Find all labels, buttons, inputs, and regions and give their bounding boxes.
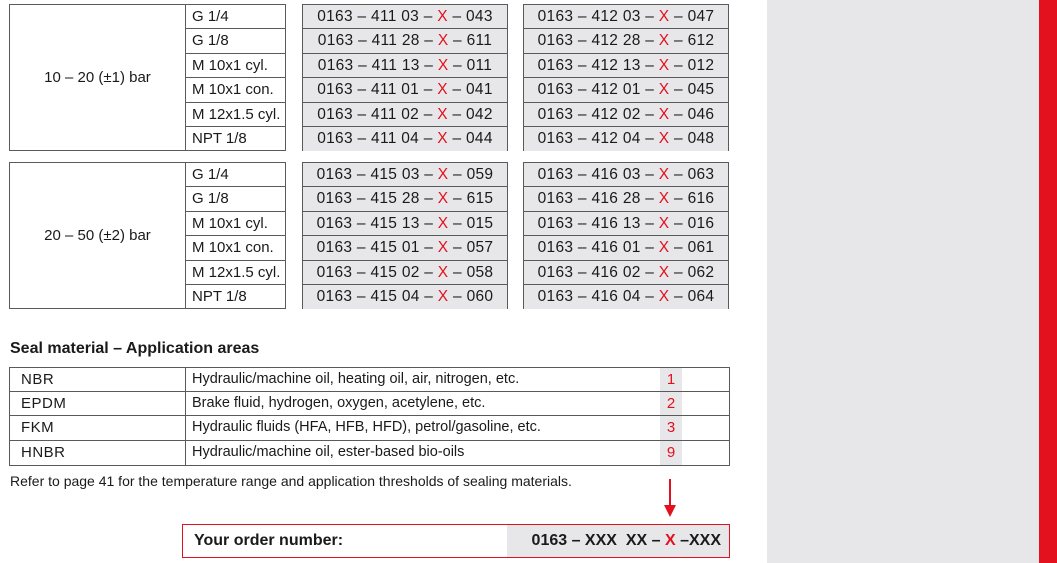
thread-cell: G 1/4	[186, 5, 285, 29]
thread-cell: G 1/8	[186, 187, 285, 211]
pressure-range-cell	[9, 162, 186, 309]
order-code-cell: 0163 – 415 01 – X – 057	[303, 236, 507, 260]
thread-cell: M 12x1.5 cyl.	[186, 261, 285, 285]
order-code-cell: 0163 – 412 02 – X – 046	[524, 103, 728, 127]
seal-name: EPDM	[10, 392, 186, 415]
seal-description: Hydraulic/machine oil, ester-based bio-oils	[192, 443, 465, 460]
order-number-box	[182, 524, 730, 558]
order-number-value: 0163 – XXX XX – X –XXX	[507, 525, 729, 557]
thread-column	[185, 4, 286, 151]
code-column-2	[523, 162, 729, 309]
thread-cell: G 1/8	[186, 29, 285, 53]
seal-code: 3	[660, 416, 682, 439]
order-code-cell: 0163 – 411 01 – X – 041	[303, 78, 507, 102]
seal-code: 2	[660, 392, 682, 415]
order-code-cell: 0163 – 415 03 – X – 059	[303, 163, 507, 187]
order-code-cell: 0163 – 415 02 – X – 058	[303, 261, 507, 285]
seal-name: NBR	[10, 368, 186, 391]
seal-code: 9	[660, 441, 682, 465]
thread-column	[185, 162, 286, 309]
seal-spacer	[682, 368, 729, 391]
seal-name: HNBR	[10, 441, 186, 465]
thread-cell: M 10x1 con.	[186, 236, 285, 260]
seal-name: FKM	[10, 416, 186, 439]
red-accent-bar	[1039, 0, 1057, 563]
code-column-1	[302, 4, 508, 151]
code-column-2	[523, 4, 729, 151]
order-code-cell: 0163 – 412 28 – X – 612	[524, 29, 728, 53]
order-code-cell: 0163 – 412 13 – X – 012	[524, 54, 728, 78]
order-code-cell: 0163 – 415 04 – X – 060	[303, 285, 507, 309]
order-code-cell: 0163 – 412 04 – X – 048	[524, 127, 728, 151]
order-code-cell: 0163 – 412 03 – X – 047	[524, 5, 728, 29]
order-code-cell: 0163 – 411 02 – X – 042	[303, 103, 507, 127]
right-panel	[767, 0, 1039, 563]
seal-row	[10, 368, 729, 392]
order-code-cell: 0163 – 411 13 – X – 011	[303, 54, 507, 78]
order-code-cell: 0163 – 416 01 – X – 061	[524, 236, 728, 260]
seal-code: 1	[660, 368, 682, 391]
seal-row	[10, 441, 729, 465]
thread-cell: M 10x1 cyl.	[186, 212, 285, 236]
pressure-range-cell	[9, 4, 186, 151]
seal-section-title: Seal material – Application areas	[10, 340, 260, 357]
order-code-cell: 0163 – 411 28 – X – 611	[303, 29, 507, 53]
down-arrow-icon	[664, 479, 676, 517]
order-code-cell: 0163 – 416 02 – X – 062	[524, 261, 728, 285]
seal-row	[10, 392, 729, 416]
pressure-range-label: 10 – 20 (±1) bar	[44, 69, 151, 86]
pressure-range-label: 20 – 50 (±2) bar	[44, 227, 151, 244]
thread-cell: NPT 1/8	[192, 129, 247, 147]
order-number-label: Your order number:	[194, 532, 344, 549]
seal-description: Hydraulic fluids (HFA, HFB, HFD), petrol/gasoline, etc.	[192, 419, 541, 436]
seal-spacer	[682, 416, 729, 439]
order-code-cell: 0163 – 415 13 – X – 015	[303, 212, 507, 236]
seal-description: Hydraulic/machine oil, heating oil, air, nitrogen, etc.	[192, 371, 520, 387]
thread-cell: M 12x1.5 cyl.	[186, 103, 285, 127]
seal-spacer	[682, 392, 729, 415]
code-column-1	[302, 162, 508, 309]
order-code-cell: 0163 – 416 13 – X – 016	[524, 212, 728, 236]
order-code-cell: 0163 – 416 04 – X – 064	[524, 285, 728, 309]
seal-description: Brake fluid, hydrogen, oxygen, acetylene, etc.	[192, 395, 486, 412]
order-code-cell: 0163 – 416 03 – X – 063	[524, 163, 728, 187]
thread-cell: M 10x1 con.	[186, 78, 285, 102]
thread-cell: G 1/4	[186, 163, 285, 187]
seal-row	[10, 416, 729, 440]
order-code-cell: 0163 – 415 28 – X – 615	[303, 187, 507, 211]
temperature-note: Refer to page 41 for the temperature range and application thresholds of sealing materials.	[10, 473, 572, 489]
order-code-cell: 0163 – 416 28 – X – 616	[524, 187, 728, 211]
order-code-cell: 0163 – 412 01 – X – 045	[524, 78, 728, 102]
thread-cell: M 10x1 cyl.	[186, 54, 285, 78]
seal-spacer	[682, 441, 729, 465]
thread-cell: NPT 1/8	[192, 287, 247, 305]
seal-material-table	[9, 367, 730, 466]
order-code-cell: 0163 – 411 04 – X – 044	[303, 127, 507, 151]
order-code-cell: 0163 – 411 03 – X – 043	[303, 5, 507, 29]
